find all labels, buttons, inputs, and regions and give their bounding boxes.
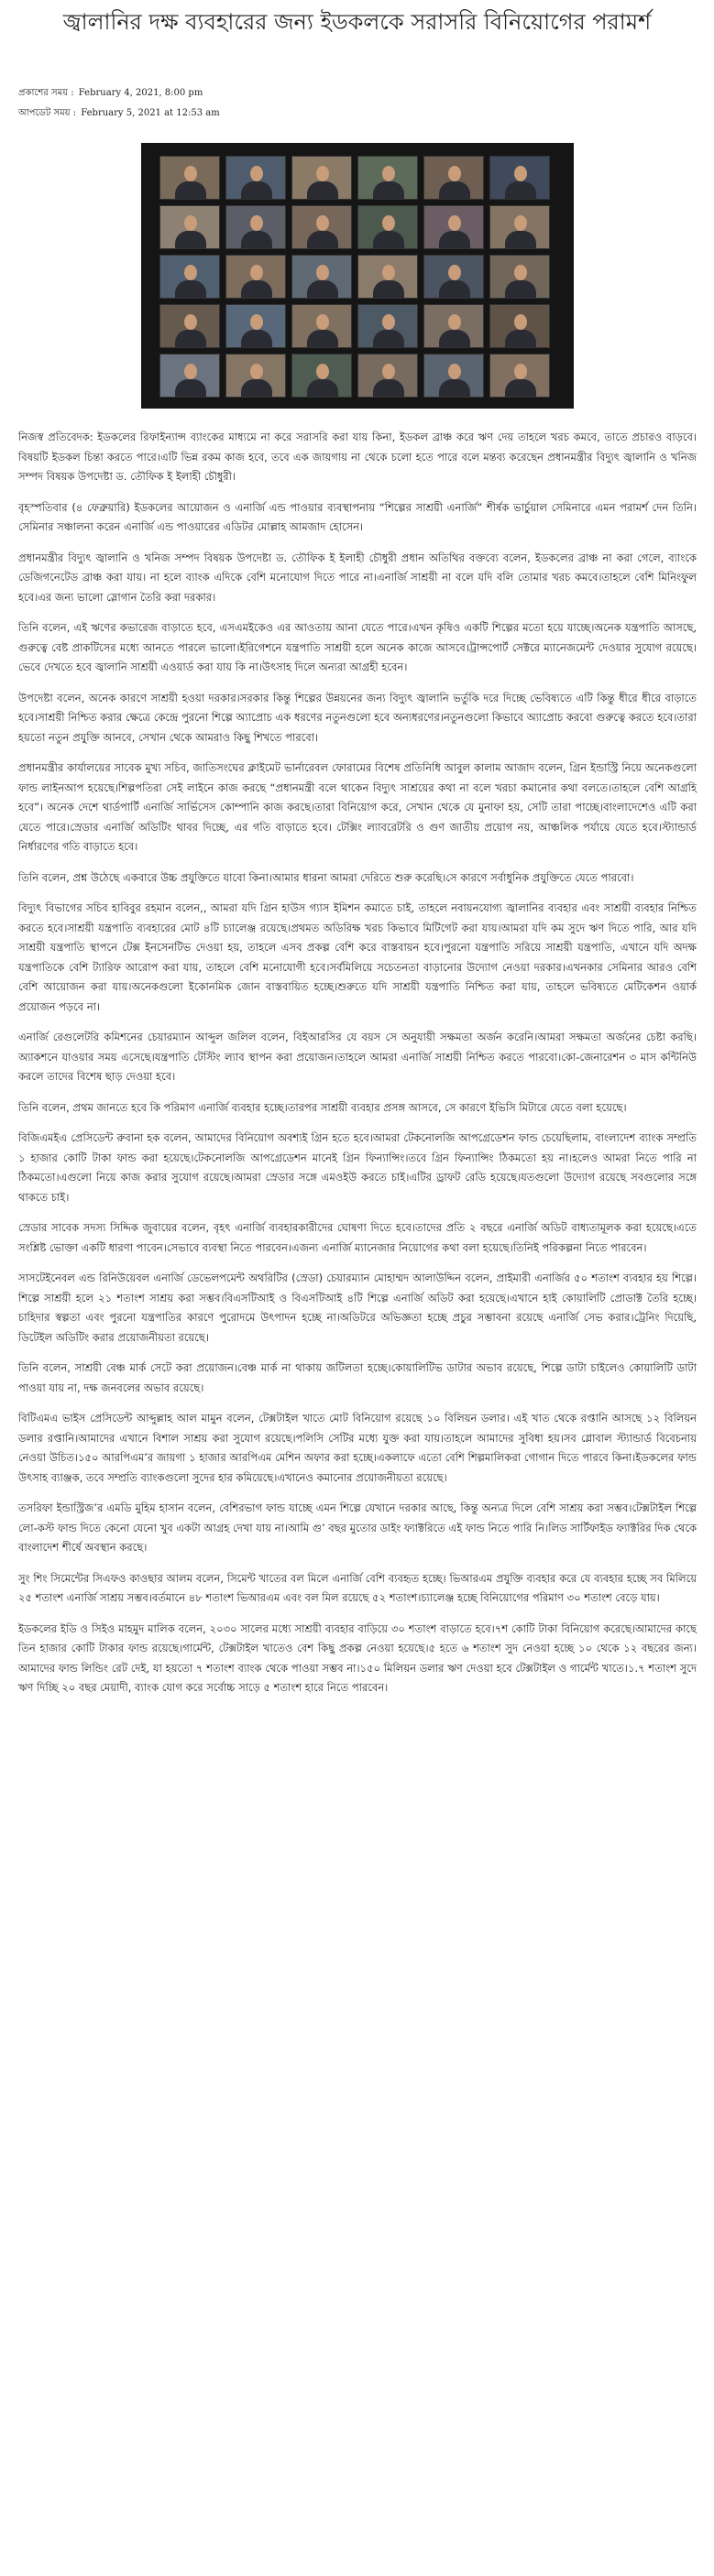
participant-head <box>250 314 263 330</box>
article-paragraph: এনার্জি রেগুলেটরি কমিশনের চেয়ারম্যান আব্দুল জলিল বলেন, বিইআরসির যে বয়স সে অনুযায়ী সক্ষমতা অর্জন করেনি।আমরা সক্ষমতা অর্জনের চেষ্টা করছি।অ্যাকশনে যাওয়ার সময় এসেছে।যন্ত্রপাতি টেস্টিং ল্যাব স্থাপন করা প্রয়োজন।তাহলে আমরা এনার্জি সাশ্রয়ী নিশ্চিত করতে পারবো।কো-জেনারেশন ৩ মাস কন্টিনিউ করলে তাদের বিশেষ ছাড় দেওয়া হবে। <box>18 1031 697 1083</box>
participant-body <box>439 231 470 249</box>
participant-tile <box>357 354 418 398</box>
participant-tile <box>357 205 418 249</box>
participant-head <box>184 265 197 280</box>
participant-body <box>373 181 404 200</box>
participant-tile <box>291 205 352 249</box>
participant-body <box>505 181 536 200</box>
participant-head <box>184 215 197 231</box>
article-paragraph: সুং শিং সিমেন্টের সিএফও কাওছার আলম বলেন, সিমেন্ট খাতের বল মিলে এনার্জি বেশি ব্যবহৃত হচ্ছে। ভিআরএম প্রযুক্তি ব্যবহার করে যে ব্যবহার হচ্ছে সব মিলিয়ে ২৫ শতাংশ এনার্জি সাশ্রয় সম্ভব।বর্তমানে ৪৮ শতাংশ ভিআরএম এবং বল মিল রয়েছে ৫২ শতাংশ।চ্যালেঞ্জ হচ্ছে বিনিয়োগের পরিমাণ ৩০ শতাংশ বেড়ে যায়। <box>18 1571 697 1604</box>
article-body <box>18 428 697 1709</box>
participant-tile <box>489 205 550 249</box>
participant-body <box>373 379 404 398</box>
participant-tile <box>423 255 484 299</box>
participant-body <box>505 379 536 398</box>
participant-tile <box>225 255 286 299</box>
participant-head <box>382 215 395 231</box>
published-label: প্রকাশের সময় : <box>18 88 74 98</box>
participant-body <box>175 280 206 299</box>
participant-tile <box>423 354 484 398</box>
participant-body <box>307 280 338 299</box>
article-paragraph: ইডকলের ইডি ও সিইও মাহমুদ মালিক বলেন, ২০৩০ সালের মধ্যে সাশ্রয়ী ব্যবহার বাড়িয়ে ৩০ শতাংশ বাড়াতে হবে।৭শ কোটি টাকা বিনিয়োগ করেছে।আমাদের কাছে তিন হাজার কোটি টাকার ফান্ড রয়েছে।গার্মেন্ট, টেক্সটাইল খাতেও বেশ কিছু প্রকল্প নেওয়া হয়েছে।৫ হতে ৬ শতাংশ সুদ নেওয়া হচ্ছে ১০ থেকে ১২ বছরের জন্য।আমাদের ফান্ড লিন্ডিং রেট দেই, যা হয়তো ৭ শতাংশ ব্যাংক থেকে পাওয়া সম্ভব না।১৫০ মিলিয়ন ডলার ঋণ দেওয়া হবে টেক্সটাইল ও গার্মেন্ট খাতে।১.৭ শতাংশ সুদে ঋণ দিচ্ছি ২০ বছর মেয়াদী, ব্যাংক যোগ করে সর্বোচ্চ সাড়ে ৫ শতাংশ হারে নিতে পারবেন। <box>18 1621 697 1694</box>
participant-body <box>175 379 206 398</box>
participant-body <box>241 379 272 398</box>
participant-head <box>184 166 197 181</box>
participant-tile <box>489 255 550 299</box>
participant-head <box>316 314 329 330</box>
updated-date: February 5, 2021 at 12:53 am <box>81 108 220 118</box>
participant-grid <box>159 156 550 398</box>
participant-tile <box>423 156 484 200</box>
participant-tile <box>159 205 220 249</box>
article-paragraph: তিনি বলেন, প্রথম জানতে হবে কি পরিমাণ এনার্জি ব্যবহার হচ্ছে।তারপর সাশ্রয়ী ব্যবহার প্রসঙ্গ আসবে, সে কারণে ইভিসি মিটারে যেতে বলা হয়েছে। <box>18 1100 627 1114</box>
participant-head <box>382 364 395 379</box>
participant-body <box>505 280 536 299</box>
participant-tile <box>159 255 220 299</box>
participant-body <box>373 280 404 299</box>
participant-body <box>505 330 536 348</box>
participant-body <box>505 231 536 249</box>
video-conference-photo <box>141 143 574 409</box>
article-paragraph: বৃহস্পতিবার (৪ ফেব্রুয়ারি) ইডকলের আয়োজন ও এনার্জি এন্ড পাওয়ার ব্যবস্থাপনায় “শিল্পের সাশ্রয়ী এনার্জি” শীর্ষক ভার্চুয়াল সেমিনারে এমন পরামর্শ দেন তিনি।সেমিনার সঞ্চালনা করেন এনার্জি এন্ড পাওয়ারের এডিটর মোল্লাহ আমজাদ হোসেন। <box>18 500 697 533</box>
participant-head <box>514 314 527 330</box>
participant-head <box>316 166 329 181</box>
participant-head <box>250 166 263 181</box>
participant-head <box>184 364 197 379</box>
participant-tile <box>291 354 352 398</box>
article-paragraph: নিজস্ব প্রতিবেদক: ইডকলের রিফাইন্যান্স ব্যাংকের মাধ্যমে না করে সরাসরি করা যায় কিনা, ইডকল ব্রাঞ্চ করে ঋণ দেয় তাহলে খরচ কমবে, তাতে প্রচারও বাড়বে।বিষয়টি ইডকল চিন্তা করতে পারে।এটি ভিন্ন রকম কাজ হবে, তবে এক জায়গায় না থেকে চলো হতে পারে বলে মন্তব্য করেছেন প্রধানমন্ত্রীর বিদ্যুৎ জ্বালানি ও খনিজ সম্পদ বিষয়ক উপদেষ্টা ড. তৌফিক ই ইলাহী চৌধুরী। <box>18 431 697 483</box>
updated-meta <box>18 106 220 122</box>
participant-tile <box>225 304 286 348</box>
participant-head <box>316 215 329 231</box>
article-headline: জ্বালানির দক্ষ ব্যবহারের জন্য ইডকলকে সরাসরি বিনিয়োগের পরামর্শ <box>62 9 652 35</box>
participant-body <box>439 181 470 200</box>
participant-tile <box>357 156 418 200</box>
participant-tile <box>225 354 286 398</box>
participant-tile <box>159 304 220 348</box>
participant-body <box>307 330 338 348</box>
article-paragraph: প্রধানমন্ত্রীর কার্যালয়ের সাবেক মুখ্য সচিব, জাতিসংঘের ক্লাইমেট ভার্নারেবল ফোরামের বিশেষ প্রতিনিধি আবুল কালাম আজাদ বলেন, গ্রিন ইন্ডাস্ট্রি নিয়ে অনেকগুলো ফান্ড লাইনআপ হয়েছে।শিল্পপতিরা সেই লাইনে কাজ করছে “প্রধানমন্ত্রী বলে থাকেন বিদ্যুৎ সাশ্রয়ের কথা না বলে খরচা কমানোর কথা বলতে।তাহলে বেশি আগ্রহি হবে”। অনেক দেশে থার্ডপার্টি এনার্জি সার্ভিসেস কোম্পানি কাজ করছে।তারা বিনিয়োগ করে, সেখান থেকে যে মুনাফা হয়, সেটি তারা পাচ্ছে।বাংলাদেশেও এটি করা যেতে পারে।স্রেডার এনার্জি অডিটিং থাবর দিচ্ছে, এর গতি বাড়াতে হবে। টেক্সিং ল্যাবরেটরি ও গুণ জাতীয় প্রয়োগ নয়, আঞ্চলিক পর্যায়ে যেতে হবে।স্ট্যান্ডার্ড নির্ধারণের গতি বাড়াতে হবে। <box>18 761 697 853</box>
participant-body <box>307 379 338 398</box>
participant-tile <box>159 156 220 200</box>
participant-head <box>184 314 197 330</box>
article-paragraph: উপদেষ্টা বলেন, অনেক কারণে সাশ্রয়ী হওয়া দরকার।সরকার কিন্তু শিল্পের উন্নয়নের জন্য বিদ্যুৎ জ্বালানি ভর্তুকি দরে দিচ্ছে ভেবিষ্যতে এটি কিন্তু ধীরে ধীরে বাড়াতে হবে।সাশ্রয়ী নিশ্চিত করার ক্ষেত্রে কেন্দ্রে পুরনো শিল্পে অ্যাপ্রোচ এক ধরণের নতুনগুলো হবে অন্যধরণের।নতুনগুলো কিভাবে অ্যাপ্রোচ করবো গুরুত্বে করতে হবে।তারা হয়তো নতুন প্রযুক্তি আনবে, সেখান থেকে আমরাও কিছু শিখতে পারবো। <box>18 691 697 744</box>
participant-head <box>448 314 461 330</box>
participant-tile <box>225 205 286 249</box>
participant-tile <box>159 354 220 398</box>
participant-body <box>175 181 206 200</box>
participant-body <box>439 280 470 299</box>
participant-body <box>373 231 404 249</box>
participant-tile <box>423 304 484 348</box>
published-date: February 4, 2021, 8:00 pm <box>78 88 203 98</box>
participant-head <box>250 215 263 231</box>
participant-tile <box>291 304 352 348</box>
participant-tile <box>357 304 418 348</box>
participant-head <box>448 364 461 379</box>
participant-head <box>250 364 263 379</box>
participant-head <box>448 166 461 181</box>
participant-tile <box>423 205 484 249</box>
participant-head <box>514 215 527 231</box>
participant-body <box>241 280 272 299</box>
participant-body <box>307 181 338 200</box>
participant-tile <box>489 156 550 200</box>
participant-body <box>307 231 338 249</box>
participant-body <box>175 330 206 348</box>
article-paragraph: বিদ্যুৎ বিভাগের সচিব হাবিবুর রহমান বলেন,, আমরা যদি গ্রিন হাউস গ্যাস ইমিশন কমাতে চাই, তাহলে নবায়নযোগ্য জ্বালানির ব্যবহার এবং সাশ্রয়ী ব্যবহার নিশ্চিত করতে হবে।সাশ্রয়ী যন্ত্রপাতি ব্যবহারের মোট ৪টি চ্যালেঞ্জ রয়েছে।প্রথমত অডিরিক্ষ খরচ কিভাবে মিটিগেট করা যায়।আমরা যদি কম সুদে ঋণ দিতে পারি, আর যদি সাশ্রয়ী যন্ত্রপাতি স্থাপনে টেক্স ইনসেনটিভ দেওয়া হয়, তাহলে এসব প্রকল্প বেশি করে বাস্তবায়ন হবে।পুরনো যন্ত্রপাতি সরিয়ে সাশ্রয়ী যন্ত্রপাতি, এখানে যদি অদক্ষ যন্ত্রপাতিকে বেশি ট্যারিফ আরোপ করা যায়, তাহলে বেশি মনোযোগী হবে।সর্বমিলিয়ে সচেতনতা বাড়ানোর উদ্যোগ নেওয়া দরকার।এখনকার সেমিনার আরও বেশি বেশি আয়োজন করা যায়।অনেকগুলো ইকোনমিক জোন বাস্তবায়িত হচ্ছে।শুরুতে যদি সাশ্রয়ী যন্ত্রপাতি নিশ্চিত করা যায়, তাহলে ভবিষ্যতে মেটিকেশন ওয়ার্ক প্রয়োজন পড়বে না। <box>18 901 698 1013</box>
article-paragraph: সাসটেইনেবল এন্ড রিনিউয়েবল এনার্জি ডেভেলপমেন্ট অথরিটির (স্রেডা) চেয়ারম্যান মোহাম্মদ আলাউদ্দিন বলেন, প্রাইমারী এনার্জির ৫০ শতাংশ ব্যবহার হয় শিল্পে।শিল্পে সাশ্রয়ী হলে ২১ শতাংশ সাশ্রয় করা সম্ভব।বিএসটিআই ও বিএসটিআই ৪টি শিল্পে এনার্জি অডিট করা হয়েছে।এখানে হাই কোয়ালিটি প্রোডাক্ট তৈরি হচ্ছে।চাহিদার স্বল্পতা এবং পুরনো যন্ত্রপাতির কারণে পুরোদমে উৎপাদন হচ্ছে না।অডিটরে অভিজ্ঞতা হচ্ছে প্রচুর সম্ভাবনা রয়েছে এনার্জি সেভ করার।ট্রেনিং দিয়েছি, ডিটেইল অডিটিং করার প্রয়োজনীয়তা রয়েছে। <box>18 1272 697 1344</box>
article-paragraph: তিনি বলেন, এই ঋণের কভারেজ বাড়াতে হবে, এসএমইকেও এর আওতায় আনা যেতে পারে।এখন কৃষিও একটি শিল্পের মতো হয়ে যাচ্ছে।অনেক যন্ত্রপাতি আসছে, গুরুত্বে বেষ্ট প্রাকটিসের মধ্যে আনতে পারলে ভালো।ইরিগেশনে যন্ত্রপাতি সাশ্রয়ী হলে অনেক কাজে আসবে।ট্রান্সপোর্ট সেক্টরে ম্যানেজমেন্ট দেওয়ার সুযোগ রয়েছে।ভেবে দেখতে হবে জ্বালানি সাশ্রয়ী এওয়ার্ড করা যায় কি না।উৎসাহ দিলে অন্যরা আগ্রহী হবেন। <box>18 621 697 673</box>
participant-tile <box>291 156 352 200</box>
participant-head <box>514 364 527 379</box>
participant-head <box>250 265 263 280</box>
participant-head <box>382 265 395 280</box>
article-paragraph: স্রেডার সাবেক সদস্য সিদ্দিক জুবায়ের বলেন, বৃহৎ এনার্জি ব্যবহারকারীদের ঘোষণা দিতে হবে।তাদের প্রতি ২ বছরে এনার্জি অডিট বাধ্যতামূলক করা হয়েছে।এতে সংশ্লিষ্ট ভোক্তা একটি ধারণা পাবেন।সেভাবে ব্যবস্থা নিতে পারবেন।এজন্য এনার্জি ম্যানেজার নিয়োগের কথা বলা হয়েছে।তিনিই পরিকল্পনা নিতে পারবেন। <box>18 1221 697 1254</box>
article-paragraph: তিনি বলেন, সাশ্রয়ী বেঞ্চ মার্ক সেটে করা প্রয়োজন।বেঞ্চ মার্ক না থাকায় জটিলতা হচ্ছে।কোয়ালিটিভ ডাটার অভাব রয়েছে, শিল্পে ডাটা চাইলেও কোয়ালিটি ডাটা পাওয়া যায় না, দক্ষ জনবলের অভাব রয়েছে। <box>18 1361 697 1394</box>
article-paragraph: প্রধানমন্ত্রীর বিদ্যুৎ জ্বালানি ও খনিজ সম্পদ বিষয়ক উপদেষ্টা ড. তৌফিক ই ইলাহী চৌধুরী প্রধান অতিথির বক্তব্যে বলেন, ইডকলের ব্রাঞ্চ না করা গেলে, ব্যাংকে ডেজিগনেটেড ব্রাঞ্চ করা যায়। না হলে ব্যাংক এদিকে বেশি মনোযোগ দিতে পারে না।এনার্জি সাশ্রয়ী না বলে যদি বলি তোমার খরচ কমবে।তাহলে বেশি মিনিংফুল হবে।এর জন্য ভালো স্লোগান তৈরি করা দরকার। <box>18 551 697 604</box>
participant-head <box>448 265 461 280</box>
participant-body <box>241 330 272 348</box>
article-paragraph: তিনি বলেন, প্রশ্ন উঠেছে একবারে উচ্চ প্রযুক্তিতে যাবো কিনা।আমার ধারনা আমরা দেরিতে শুরু করেছি।সে কারণে সর্বাধুনিক প্রযুক্তিতে যেতে পারবো। <box>18 870 634 884</box>
participant-tile <box>489 304 550 348</box>
participant-tile <box>489 354 550 398</box>
participant-body <box>439 379 470 398</box>
article-paragraph: বিজিএমইএ প্রেসিডেন্ট রুবানা হক বলেন, আমাদের বিনিয়োগ অবশ্যই গ্রিন হতে হবে।আমরা টেকনোলজি আপগ্রেডেশন ফান্ড চেয়েছিলাম, বাংলাদেশ ব্যাংক সম্প্রতি ১ হাজার কোটি টাকা ফান্ড করা হয়েছে।টেকনোলজি আপগ্রেডেশন মানেই গ্রিন ফিন্যান্সিং।তবে গ্রিন ফিন্যান্সিং ঠিকমতো হয় না।হলেও আমরা নিতে পারি না ঠিকমতো।এগুলো নিয়ে কাজ করার সুযোগ রয়েছে।আমরা স্রেডার সঙ্গে এমওইউ করতে চাই।এটির ড্রাফট রেডি হয়েছে।যতগুলো উদ্যোগ রয়েছে সবগুলোর সঙ্গে থাকতে চাই। <box>18 1131 697 1204</box>
participant-head <box>382 314 395 330</box>
participant-head <box>382 166 395 181</box>
updated-label: আপডেট সময় : <box>18 108 77 118</box>
participant-body <box>373 330 404 348</box>
article-paragraph: তসরিফা ইন্ডাস্ট্রিজ’র এমডি মুহিম হাসান বলেন, বেশিরভাগ ফান্ড যাচ্ছে এমন শিল্পে যেখানে দরকার আছে, কিন্তু অন্যত্র দিলে বেশি সাশ্রয় করা সম্ভব।টেক্সটাইল শিল্পে লো-কস্ট ফান্ড দিতে কেনো যেনো খুব একটা আগ্রহ দেখা যায় না।আমি গু’ বছর মুতোর ডাইং ফ্যাক্টরিতে এই ফান্ড নিতে পারি নি।লিড সার্টিফাইড ফ্যাক্টরির দিক থেকে বাংলাদেশ শীর্ষে অবস্থান করছে। <box>18 1501 697 1554</box>
published-meta <box>18 86 203 102</box>
participant-head <box>514 166 527 181</box>
participant-head <box>448 215 461 231</box>
participant-head <box>316 265 329 280</box>
participant-tile <box>357 255 418 299</box>
participant-head <box>514 265 527 280</box>
participant-tile <box>225 156 286 200</box>
participant-tile <box>291 255 352 299</box>
article-paragraph: বিটিএমএ ভাইস প্রেসিডেন্ট আব্দুল্লাহ আল মামুন বলেন, টেক্সটাইল খাতে মোট বিনিয়োগ রয়েছে ১০ বিলিয়ন ডলার। এই খাত থেকে রপ্তানি আসছে ১২ বিলিয়ন ডলার রপ্তানি।আমাদের এখানে বিশাল সাশ্রয় করা সুযোগ রয়েছে।পলিসি সেটির মধ্যে যুক্ত করা যায়।তাহলে আমাদের সুবিধা হয়।সব গ্লোবাল স্ট্যান্ডার্ড বিবেচনায় নেওয়া উচিত।১৫০ আরপিএম’র জায়গা ১ হাজার আরপিএম মেশিন অফার করা হচ্ছে।একলাফে এতো বেশি শিল্পমালিকরা গোগান দিতে পারবে কিনা।ইডকলের ফান্ড উৎসাহ ব্যাঞ্জক, তবে সম্প্রতি ব্যাংকগুলো সুদের হার কমিয়েছে।এখানেও কমানোর প্রয়োজনীয়তা রয়েছে। <box>18 1412 697 1484</box>
participant-body <box>439 330 470 348</box>
participant-body <box>241 181 272 200</box>
participant-head <box>316 364 329 379</box>
participant-body <box>241 231 272 249</box>
participant-body <box>175 231 206 249</box>
